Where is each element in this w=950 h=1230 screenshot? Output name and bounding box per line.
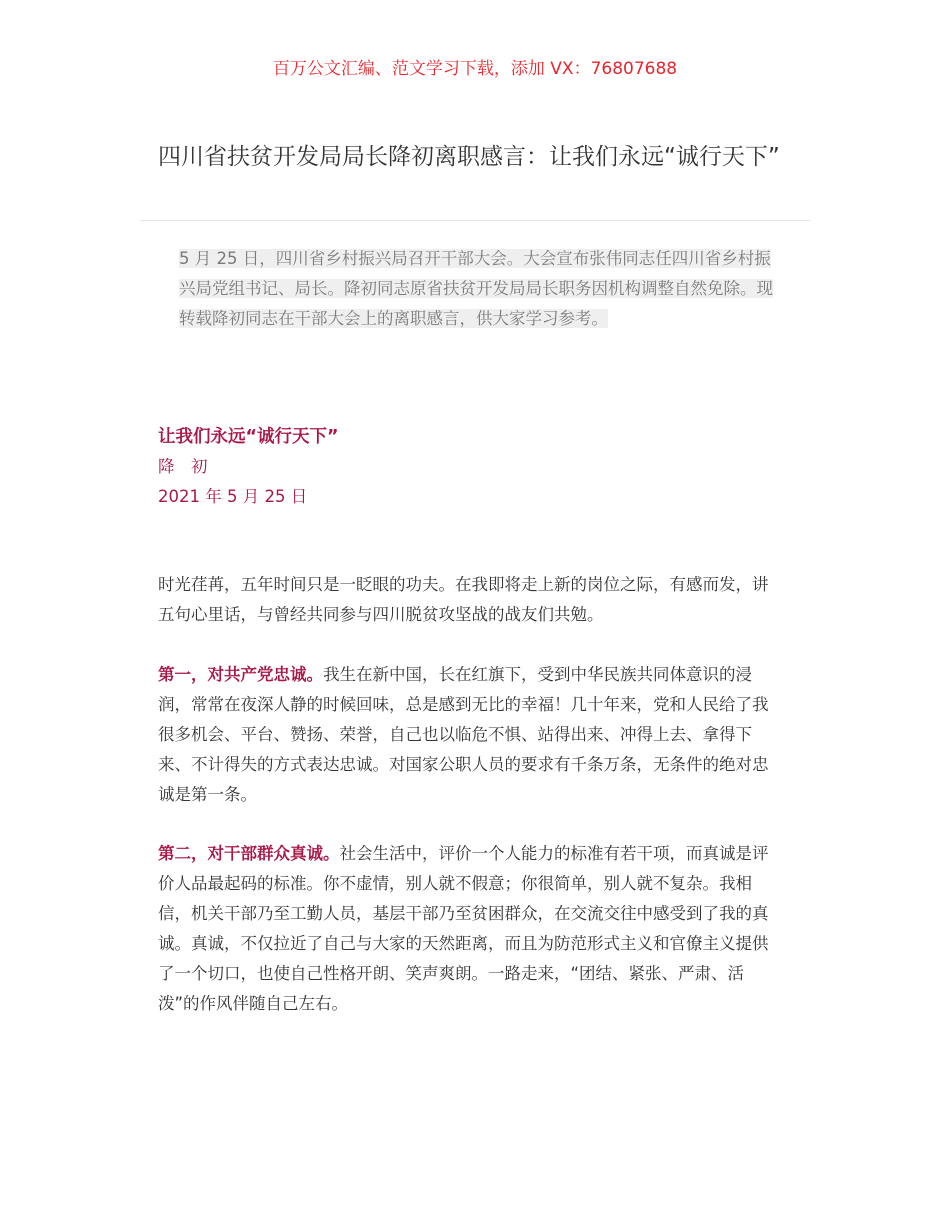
paragraph-text: 我生在新中国，长在红旗下，受到中华民族共同体意识的浸润，常常在夜深人静的时候回味，总是感到无比的幸福！几十年来，党和人民给了我很多机会、平台、赞扬、荣誉，自己也以临危不惧、站得出来、冲得上去、拿得下来、不计得失的方式表达忠诚。对国家公职人员的要求有千条万条，无条件的绝对忠诚是第一条。 bbox=[158, 665, 769, 804]
header-banner: 百万公文汇编、范文学习下载，添加 VX：76807688 bbox=[272, 59, 678, 79]
article-title: 让我们永远“诚行天下” bbox=[158, 427, 339, 447]
body-paragraph-3 bbox=[158, 839, 783, 1019]
paragraph-lead: 第一，对共产党忠诚。 bbox=[158, 665, 323, 684]
paragraph-text: 社会生活中，评价一个人能力的标准有若干项，而真诚是评价人品最起码的标准。你不虚情，别人就不假意；你很简单，别人就不复杂。我相信，机关干部乃至工勤人员，基层干部乃至贫困群众，在交流交往中感受到了我的真诚。真诚，不仅拉近了自己与大家的天然距离，而且为防范形式主义和官僚主义提供了一个切口，也使自己性格开朗、笑声爽朗。一路走来，“团结、紧张、严肃、活泼”的作风伴随自己左右。 bbox=[158, 844, 769, 1013]
paragraph-lead: 第二，对干部群众真诚。 bbox=[158, 844, 340, 863]
article-date: 2021 年 5 月 25 日 bbox=[158, 487, 308, 506]
article-author: 降 初 bbox=[158, 457, 208, 476]
paragraph-text: 时光荏苒，五年时间只是一眨眼的功夫。在我即将走上新的岗位之际，有感而发，讲五句心里话，与曾经共同参与四川脱贫攻坚战的战友们共勉。 bbox=[158, 575, 769, 624]
body-paragraph-2 bbox=[158, 660, 783, 810]
article-header bbox=[158, 422, 788, 512]
document-title: 四川省扶贫开发局局长降初离职感言：让我们永远“诚行天下” bbox=[158, 144, 780, 170]
intro-text: 5 月 25 日，四川省乡村振兴局召开干部大会。大会宣布张伟同志任四川省乡村振兴局党组书记、局长。降初同志原省扶贫开发局局长职务因机构调整自然免除。现转载降初同志在干部大会上的离职感言，供大家学习参考。 bbox=[179, 249, 773, 328]
title-divider bbox=[140, 220, 810, 221]
intro-quote bbox=[179, 244, 779, 334]
body-paragraph-1 bbox=[158, 570, 783, 630]
